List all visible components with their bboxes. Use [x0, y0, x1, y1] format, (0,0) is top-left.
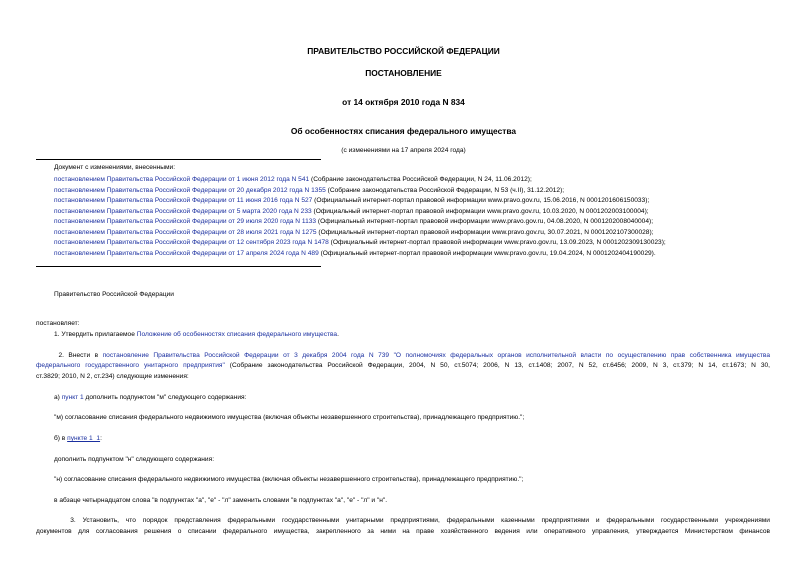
point-1-1-link[interactable]: пункте 1_1	[67, 435, 101, 442]
amendment-source: (Официальный интернет-портал правовой информации www.pravo.gov.ru, 19.04.2024, N 0001202404190029).	[318, 250, 656, 257]
amendment-item	[54, 187, 564, 195]
paragraph-1	[54, 331, 339, 339]
document-type: ПОСТАНОВЛЕНИЕ	[365, 68, 442, 78]
amendment-item	[54, 218, 653, 226]
paragraph-2-line-3: ст.3829; 2010, N 2, ст.234) следующие изменения:	[36, 373, 189, 380]
subitem-n-intro: дополнить подпунктом "н" следующего содержания:	[54, 456, 215, 463]
amendment-item	[54, 197, 649, 205]
amendments-intro: Документ с изменениями, внесенными:	[54, 164, 176, 171]
subitem-m-text: "м) согласование списания федерального недвижимого имущества (включая объекты незавершенного строительства), принадлежащего предприятию.";	[54, 414, 525, 421]
paragraph-2-line-1	[36, 351, 770, 361]
paragraph-2-sources: (Собрание законодательства Российской Федерации, 2004, N 50, ст.5074; 2006, N 13, ст.1408; 2007, N 52, ст.6456; 2009, N 3, ст.379; N 14, ст.1673; N 30,	[224, 362, 770, 369]
paragraph-1-end: .	[337, 331, 339, 338]
subitem-b	[54, 435, 102, 443]
amendment-source: (Официальный интернет-портал правовой информации www.pravo.gov.ru, 04.08.2020, N 0001202008040004);	[316, 218, 654, 225]
subitem-b-label: б) в	[54, 435, 68, 442]
amendment-link[interactable]: постановлением Правительства Российской Федерации от 29 июля 2020 года N 1133	[54, 218, 317, 225]
amendment-link[interactable]: постановлением Правительства Российской Федерации от 17 апреля 2024 года N 489	[54, 250, 319, 257]
decrees-word: постановляет:	[36, 320, 80, 327]
amendments-top-rule	[36, 159, 321, 160]
amendment-item	[54, 176, 532, 184]
subitem-n-text: "н) согласование списания федерального недвижимого имущества (включая объекты незавершенного строительства), принадлежащего предприятию.";	[54, 476, 524, 483]
amendment-link[interactable]: постановлением Правительства Российской Федерации от 5 марта 2020 года N 233	[54, 208, 312, 215]
subitem-a-label: а)	[54, 394, 62, 401]
amendments-bottom-rule	[36, 266, 321, 267]
replacement-paragraph: в абзаце четырнадцатом слова "в подпунктах "а", "е" - "л" заменить словами "в подпунктах "а", "е" - "л" и "н".	[54, 497, 388, 504]
amendment-source: (Собрание законодательства Российской Федерации, N 24, 11.06.2012);	[309, 176, 532, 183]
amendment-item	[54, 208, 649, 216]
amendment-source: (Собрание законодательства Российской Федерации, N 53 (ч.II), 31.12.2012);	[325, 187, 565, 194]
subitem-b-colon: :	[100, 435, 102, 442]
amendment-link[interactable]: постановлением Правительства Российской Федерации от 12 сентября 2023 года N 1478	[54, 239, 329, 246]
government-heading: ПРАВИТЕЛЬСТВО РОССИЙСКОЙ ФЕДЕРАЦИИ	[307, 46, 500, 56]
amendment-link[interactable]: постановлением Правительства Российской Федерации от 20 декабря 2012 года N 1355	[54, 187, 326, 194]
government-subject: Правительство Российской Федерации	[54, 291, 174, 298]
paragraph-3-line-1	[36, 516, 770, 526]
amendment-item	[54, 229, 654, 237]
amendment-item	[54, 250, 656, 258]
amendment-link[interactable]: постановлением Правительства Российской Федерации от 28 июля 2021 года N 1275	[54, 229, 317, 236]
decree-739-link-continued[interactable]: федерального государственного унитарного предприятия"	[36, 362, 225, 369]
edition-note: (с изменениями на 17 апреля 2024 года)	[341, 147, 466, 154]
regulation-link[interactable]: Положение об особенностях списания федерального имущества	[136, 331, 338, 338]
paragraph-1-text: 1. Утвердить прилагаемое	[54, 331, 137, 338]
amendment-source: (Официальный интернет-портал правовой информации www.pravo.gov.ru, 13.09.2023, N 0001202309130023);	[328, 239, 666, 246]
amendment-link[interactable]: постановлением Правительства Российской Федерации от 11 июня 2016 года N 527	[54, 197, 313, 204]
document-date-number: от 14 октября 2010 года N 834	[342, 97, 465, 107]
paragraph-3-text: 3. Установить, что порядок представления федеральными государственными унитарными предприятиями, федеральными казенными предприятиями и федеральными государственными учреждениями	[70, 517, 770, 524]
paragraph-3-line-2: документов для согласования решения о списании федерального имущества, закрепленного за ними на праве хозяйственного ведения или оперативного управления, утверждается Министерством финансов	[36, 528, 770, 535]
subitem-a-text: дополнить подпунктом "м" следующего содержания:	[83, 394, 247, 401]
paragraph-2-line-2	[36, 361, 770, 371]
paragraph-2-text: 2. Внести в	[58, 352, 103, 359]
amendment-source: (Официальный интернет-портал правовой информации www.pravo.gov.ru, 30.07.2021, N 0001202107300028);	[316, 229, 654, 236]
amendment-item	[54, 239, 666, 247]
amendment-link[interactable]: постановлением Правительства Российской Федерации от 1 июня 2012 года N 541	[54, 176, 310, 183]
point-1-link[interactable]: пункт 1	[61, 394, 84, 401]
decree-739-link[interactable]: постановление Правительства Российской Федерации от 3 декабря 2004 года N 739 "О полномочиях федеральных органов исполнительной власти по осуществлению прав собственника имущества	[102, 352, 770, 359]
document-title: Об особенностях списания федерального имущества	[290, 126, 517, 136]
amendment-source: (Официальный интернет-портал правовой информации www.pravo.gov.ru, 10.03.2020, N 0001202003100004);	[311, 208, 649, 215]
subitem-a	[54, 394, 246, 402]
amendment-source: (Официальный интернет-портал правовой информации www.pravo.gov.ru, 15.06.2016, N 0001201606150033);	[312, 197, 650, 204]
